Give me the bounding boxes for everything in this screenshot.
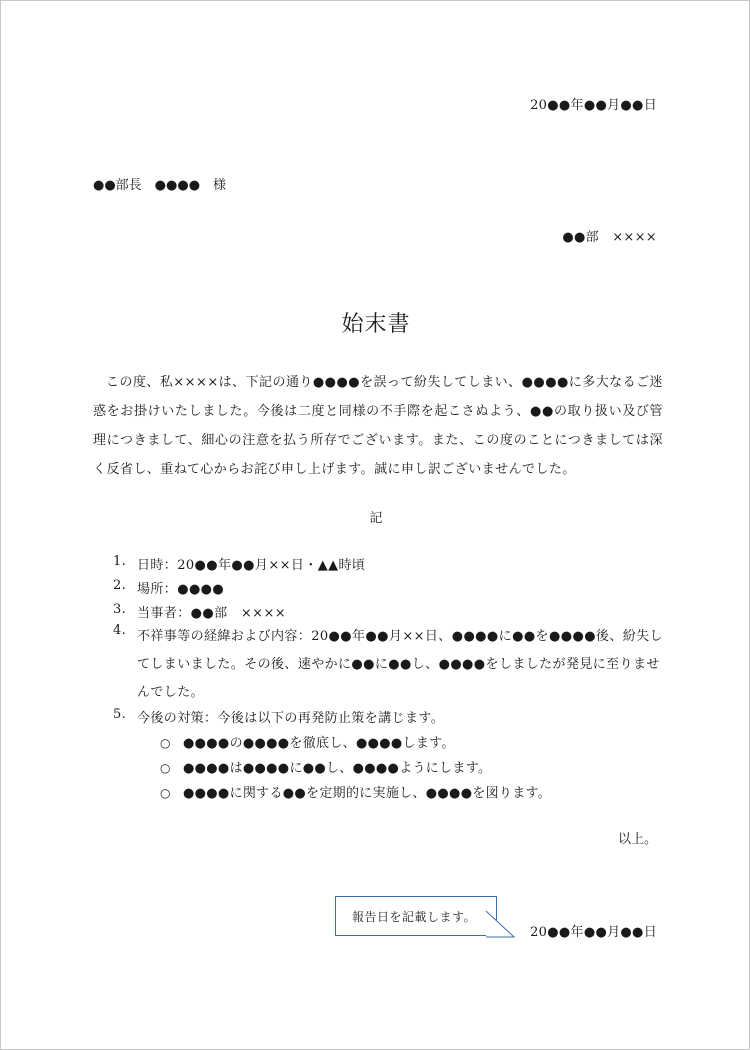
document-title: 始末書: [341, 312, 411, 337]
circle-bullet-icon: ○: [160, 786, 171, 800]
countermeasure-text: ●●●●の●●●●を徹底し、●●●●します。: [183, 736, 455, 751]
list-item: [93, 707, 663, 731]
item-number: 5.: [113, 707, 127, 722]
countermeasure-item: [93, 781, 663, 806]
body-paragraph: この度、私××××は、下記の通り●●●●を誤って紛失してしまい、●●●●に多大なるご迷惑をお掛けいたしました。今後は二度と同様の不手際を起こさぬよう、●●の取り扱い及び管理につきまして、細心の注意を払う所存でございます。また、この度のことにつきましては深く反省し、重ねて心からお詫び申し上げます。誠に申し訳ございませんでした。: [93, 375, 663, 477]
item-number: 2.: [113, 578, 127, 593]
report-date-callout: [335, 896, 497, 936]
circle-bullet-icon: ○: [160, 761, 171, 775]
list-item: [93, 578, 663, 602]
closing-text: 以上。: [617, 832, 657, 847]
report-date: 20●●年●●月●●日: [530, 925, 657, 940]
item-text: 場所：●●●●: [137, 582, 225, 597]
item-number: 4.: [113, 623, 127, 638]
item-text: 不祥事等の経緯および内容：20●●年●●月××日、●●●●に●●を●●●●後、紛失してしまいました。その後、速やかに●●に●●し、●●●●をしましたが発見に至りませんでした。: [137, 629, 663, 700]
circle-bullet-icon: ○: [160, 736, 171, 750]
callout-text: 報告日を記載します。: [352, 910, 477, 924]
document-date: 20●●年●●月●●日: [530, 98, 657, 113]
countermeasure-item: [93, 731, 663, 756]
item-number: 1.: [113, 554, 127, 569]
addressee: ●●部長 ●●●● 様: [93, 178, 227, 193]
item-number: 3.: [113, 602, 127, 617]
countermeasure-text: ●●●●に関する●●を定期的に実施し、●●●●を図ります。: [183, 786, 552, 801]
countermeasure-text: ●●●●は●●●●に●●し、●●●●ようにします。: [183, 761, 492, 776]
sender: ●●部 ××××: [562, 230, 657, 245]
countermeasure-item: [93, 756, 663, 781]
item-text: 当事者：●●部 ××××: [137, 606, 287, 621]
list-item: [93, 554, 663, 578]
item-text: 日時：20●●年●●月××日・▲▲時頃: [137, 558, 366, 573]
list-item: [93, 623, 663, 707]
item-text: 今後の対策：今後は以下の再発防止策を講じます。: [137, 711, 445, 726]
item-list: [93, 554, 663, 806]
countermeasure-list: [93, 731, 663, 806]
callout-pointer-icon: [486, 911, 526, 941]
ki-heading: 記: [369, 511, 383, 526]
